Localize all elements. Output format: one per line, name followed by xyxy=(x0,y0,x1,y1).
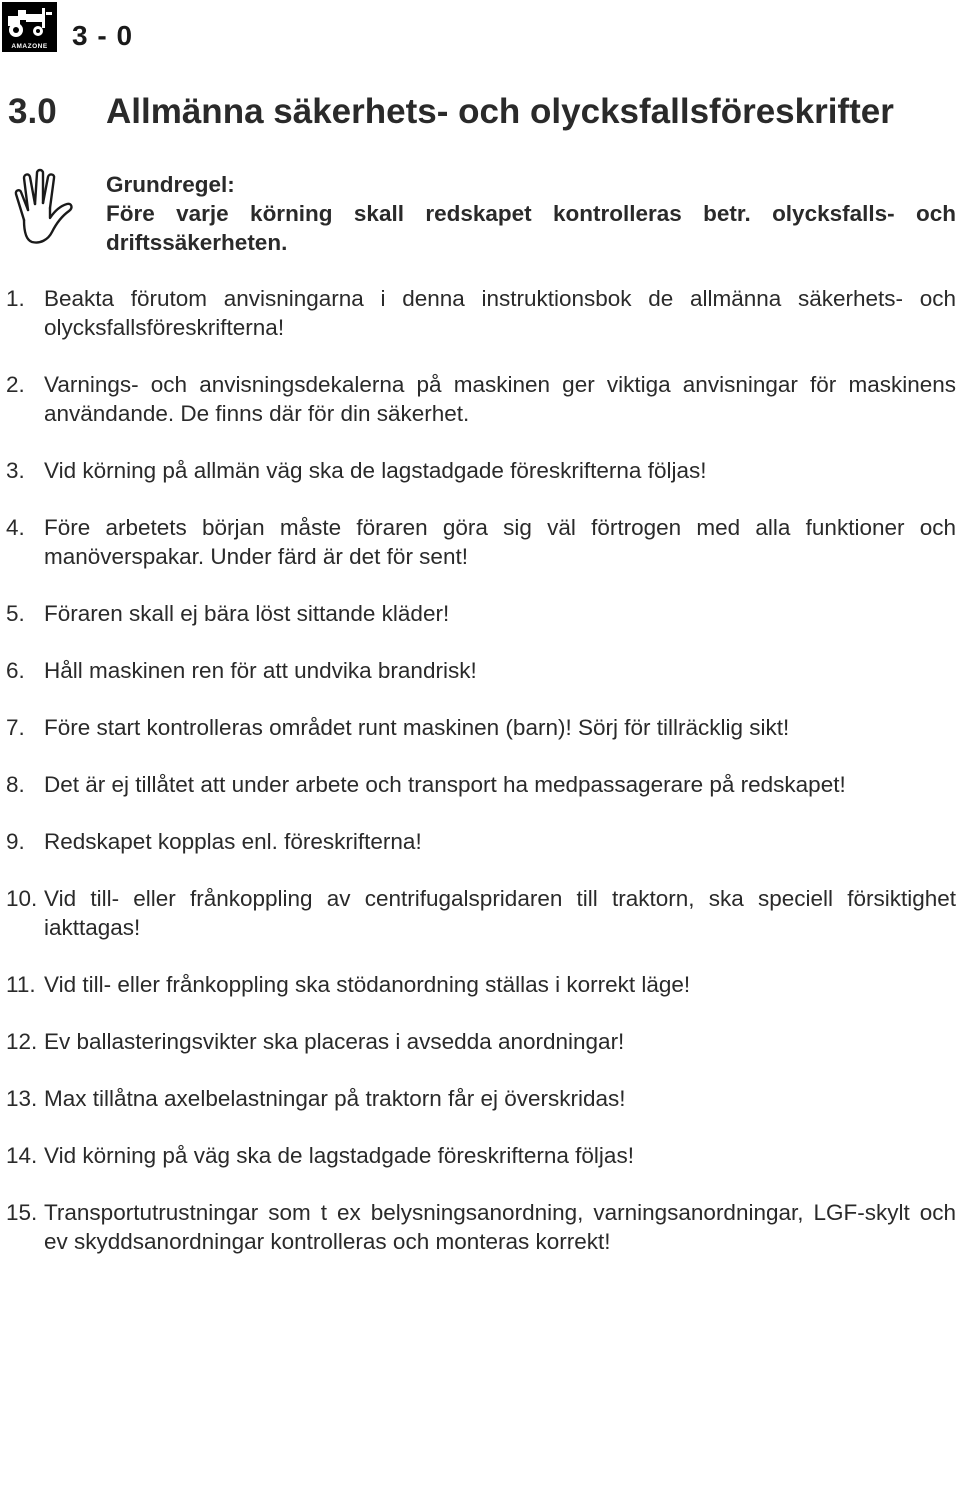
item-text: Redskapet kopplas enl. föreskrifterna! xyxy=(44,829,422,854)
item-text: Vid till- eller frånkoppling av centrifugalspridaren till traktorn, ska speciell försiktighet iakttagas! xyxy=(44,886,956,940)
item-text: Det är ej tillåtet att under arbete och transport ha medpassagerare på redskapet! xyxy=(44,772,846,797)
section-number: 3.0 xyxy=(8,92,57,131)
item-number: 11. xyxy=(6,972,36,997)
item-number: 3. xyxy=(6,458,25,483)
item-text: Vid körning på väg ska de lagstadgade föreskrifterna följas! xyxy=(44,1143,634,1168)
list-item xyxy=(6,970,956,999)
list-item xyxy=(6,656,956,685)
list-item xyxy=(6,827,956,856)
basic-rule-text: Före varje körning skall redskapet kontrolleras betr. olycksfalls- och driftssäkerheten. xyxy=(106,201,956,255)
item-number: 5. xyxy=(6,601,25,626)
item-number: 15. xyxy=(6,1200,38,1225)
list-item xyxy=(6,1141,956,1170)
list-item xyxy=(6,1027,956,1056)
list-item xyxy=(6,1084,956,1113)
item-number: 13. xyxy=(6,1086,38,1111)
list-item xyxy=(6,884,956,942)
item-text: Beakta förutom anvisningarna i denna instruktionsbok de allmänna säkerhets- och olycksfallsföreskrifterna! xyxy=(44,286,956,340)
basic-rule xyxy=(106,170,956,257)
item-number: 7. xyxy=(6,715,25,740)
item-number: 9. xyxy=(6,829,25,854)
item-text: Max tillåtna axelbelastningar på traktorn får ej överskridas! xyxy=(44,1086,626,1111)
list-item xyxy=(6,599,956,628)
list-item xyxy=(6,284,956,342)
logo-text: AMAZONE xyxy=(11,43,48,50)
item-number: 8. xyxy=(6,772,25,797)
item-text: Före start kontrolleras området runt maskinen (barn)! Sörj för tillräcklig sikt! xyxy=(44,715,790,740)
item-text: Varnings- och anvisningsdekalerna på maskinen ger viktiga anvisningar för maskinens användande. De finns där för din säkerhet. xyxy=(44,372,956,426)
list-item xyxy=(6,1198,956,1256)
list-item xyxy=(6,370,956,428)
list-item xyxy=(6,713,956,742)
hand-icon xyxy=(10,168,88,248)
amazone-logo xyxy=(2,2,57,52)
list-item xyxy=(6,770,956,799)
item-text: Ev ballasteringsvikter ska placeras i avsedda anordningar! xyxy=(44,1029,625,1054)
item-text: Vid körning på allmän väg ska de lagstadgade föreskrifterna följas! xyxy=(44,458,707,483)
item-number: 4. xyxy=(6,515,25,540)
item-text: Transportutrustningar som t ex belysningsanordning, varningsanordningar, LGF-skylt och ev skyddsanordningar kontrolleras och monteras korrekt! xyxy=(44,1200,956,1254)
page-number: 3 - 0 xyxy=(72,20,134,51)
item-number: 12. xyxy=(6,1029,38,1054)
item-text: Håll maskinen ren för att undvika brandrisk! xyxy=(44,658,477,683)
item-number: 2. xyxy=(6,372,25,397)
item-text: Föraren skall ej bära löst sittande kläder! xyxy=(44,601,450,626)
tractor-icon xyxy=(2,2,57,42)
item-number: 14. xyxy=(6,1143,38,1168)
list-item xyxy=(6,513,956,571)
item-text: Före arbetets början måste föraren göra sig väl förtrogen med alla funktioner och manöverspakar. Under färd är det för sent! xyxy=(44,515,956,569)
list-item xyxy=(6,456,956,485)
item-number: 1. xyxy=(6,286,25,311)
item-number: 6. xyxy=(6,658,25,683)
section-heading xyxy=(8,92,894,132)
basic-rule-label: Grundregel: xyxy=(106,172,235,197)
item-number: 10. xyxy=(6,886,38,911)
safety-rules-list xyxy=(6,284,956,1284)
item-text: Vid till- eller frånkoppling ska stödanordning ställas i korrekt läge! xyxy=(44,972,691,997)
section-title: Allmänna säkerhets- och olycksfallsföreskrifter xyxy=(106,92,894,131)
